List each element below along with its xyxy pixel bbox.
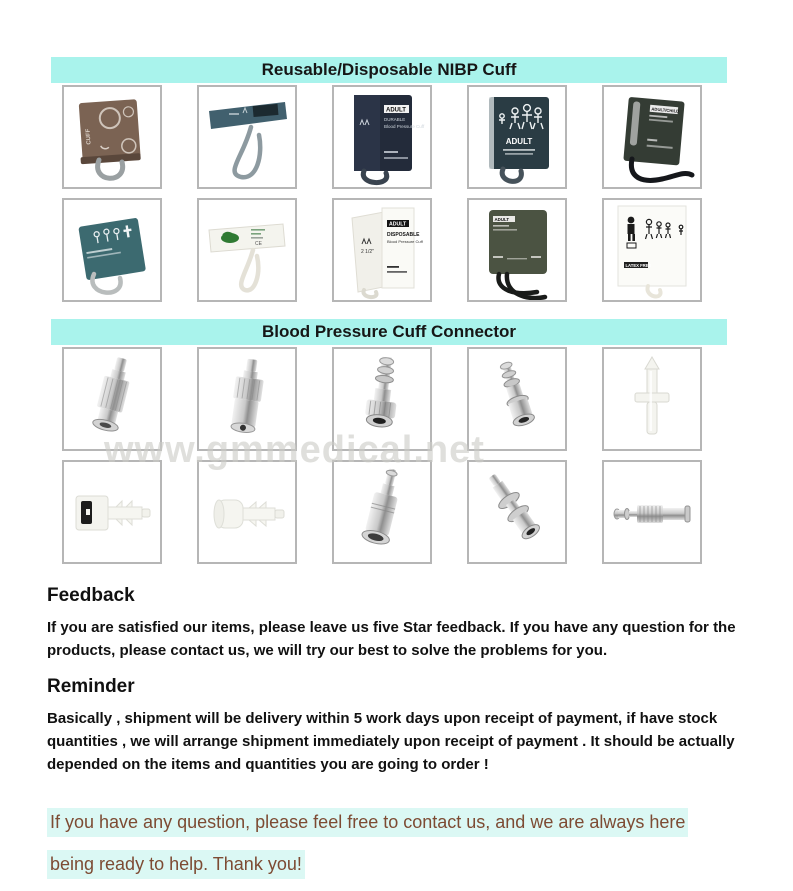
product-image-metal-quick-release-connector[interactable]	[332, 460, 432, 564]
feedback-body: If you are satisfied our items, please leave us five Star feedback. If you have any question for the products, please contact us, we will try our best to solve the problems for you.	[47, 619, 736, 659]
product-image-adult-sizechart-cuff[interactable]	[467, 85, 567, 189]
svg-text:Blood Pressure Cuff: Blood Pressure Cuff	[384, 124, 425, 129]
connector-section-banner: Blood Pressure Cuff Connector	[51, 319, 727, 345]
closing-message	[47, 808, 793, 879]
svg-text:LATEX FREE: LATEX FREE	[625, 263, 652, 268]
product-image-metal-luer-lock-connector[interactable]	[197, 347, 297, 451]
feedback-heading: Feedback	[47, 585, 135, 606]
product-image-green-double-tube-cuff[interactable]	[467, 198, 567, 302]
svg-text:CE: CE	[255, 241, 262, 247]
product-image-disposable-strip-cuff[interactable]	[197, 198, 297, 302]
product-image-teal-cuff[interactable]	[62, 198, 162, 302]
svg-text:CUFF: CUFF	[85, 128, 93, 145]
reminder-heading: Reminder	[47, 676, 135, 697]
product-image-metal-plug-connector[interactable]	[467, 460, 567, 564]
product-image-white-clip-connector[interactable]	[62, 460, 162, 564]
product-image-metal-knurled-connector[interactable]	[62, 347, 162, 451]
product-image-metal-barbed-screw-connector[interactable]	[332, 347, 432, 451]
product-image-navy-adult-cuff[interactable]	[332, 85, 432, 189]
svg-text:ADULT: ADULT	[389, 221, 407, 228]
product-image-adult-child-cuff[interactable]	[602, 85, 702, 189]
cuff-grid-row-2	[62, 198, 702, 302]
svg-text:DURABLE: DURABLE	[384, 117, 406, 122]
product-image-white-barbed-adapter[interactable]	[197, 460, 297, 564]
reminder-body: Basically , shipment will be delivery within 5 work days upon receipt of payment, if have stock quantities , we will arrange shipment immediately upon receipt of payment . It should be actually depended on the items and quantities you are going to order !	[47, 710, 735, 773]
product-image-metal-inline-connector[interactable]	[602, 460, 702, 564]
product-image-darkblue-flat-cuff[interactable]	[197, 85, 297, 189]
svg-text:Blood Pressure Cuff: Blood Pressure Cuff	[387, 239, 423, 244]
watermark-text: www.gmmedical.net	[104, 429, 485, 471]
connector-section	[0, 347, 793, 564]
connector-grid-row-1	[62, 347, 702, 451]
svg-text:ADULT: ADULT	[505, 137, 533, 146]
svg-text:ADULT: ADULT	[386, 107, 406, 114]
product-image-brown-cuff[interactable]	[62, 85, 162, 189]
product-image-white-adult-disposable-cuff[interactable]	[332, 198, 432, 302]
product-image-metal-barbed-connector[interactable]	[467, 347, 567, 451]
svg-text:ADULT/CHILD: ADULT/CHILD	[651, 106, 680, 114]
closing-line-2: being ready to help. Thank you!	[47, 850, 305, 879]
cuff-section-banner: Reusable/Disposable NIBP Cuff	[51, 57, 727, 83]
product-image-latex-free-cuff[interactable]	[602, 198, 702, 302]
closing-line-1: If you have any question, please feel free to contact us, and we are always here	[47, 808, 688, 837]
svg-text:ADULT: ADULT	[494, 217, 510, 222]
product-image-white-plastic-luer-connector[interactable]	[602, 347, 702, 451]
connector-grid-row-2	[62, 460, 702, 564]
cuff-grid-row-1	[62, 85, 702, 189]
svg-text:2 1/2": 2 1/2"	[361, 249, 374, 255]
svg-text:DISPOSABLE: DISPOSABLE	[387, 232, 420, 238]
